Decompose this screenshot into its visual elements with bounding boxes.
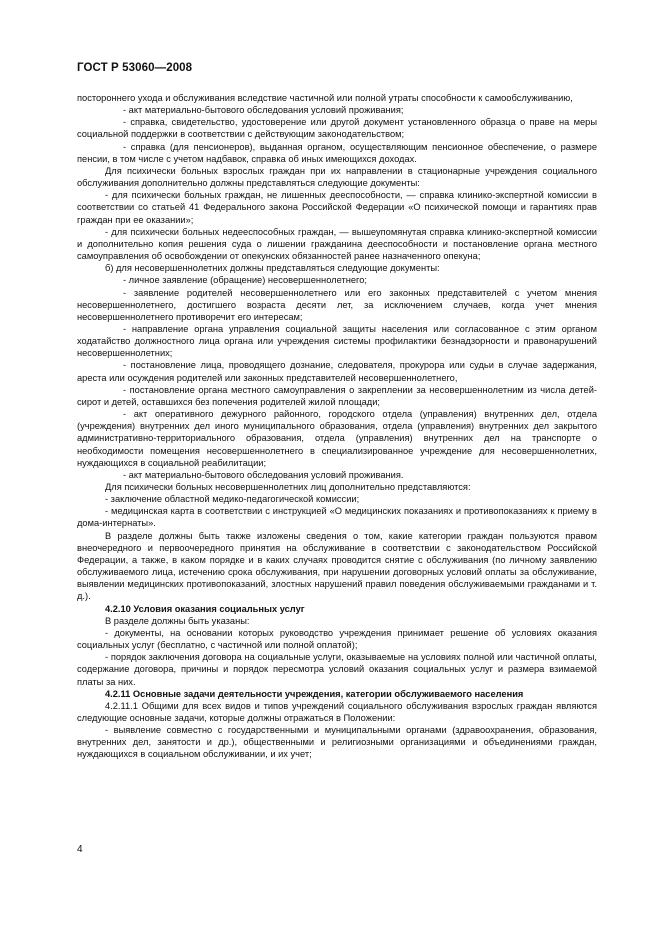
list-item: - личное заявление (обращение) несовершеннолетнего; [123, 275, 367, 286]
paragraph: Для психически больных взрослых граждан при их направлении в стационарные учреждения социального обслуживания дополнительно должны представляться следующие документы: [77, 165, 597, 189]
paragraph: постороннего ухода и обслуживания вследствие частичной или полной утраты способности к самообслуживанию, [77, 93, 573, 103]
section-heading: 4.2.10 Условия оказания социальных услуг [105, 603, 305, 614]
list-item: - акт материально-бытового обследования условий проживания. [123, 469, 404, 480]
list-item: - заключение областной медико-педагогической комиссии; [105, 494, 360, 505]
page-number: 4 [77, 844, 83, 855]
list-item: - документы, на основании которых руководство учреждения принимает решение об условиях оказания социальных услуг (бесплатно, с частичной или полной оплатой); [77, 627, 597, 651]
paragraph: В разделе должны быть также изложены сведения о том, какие категории граждан пользуются правом внеочередного и первоочередного принятия на обслуживание в соответствии с законодательством Российской Федерации, а также, в каком порядке и в каких случаях проводится снятие с обслуживания (по личному заявлению обслуживаемого лица, истечению срока обслуживания, при нарушении договорных условий оплаты за обслуживание, выявлении медицинских противопоказаний, злостных нарушений правил поведения обслуживаемыми гражданами и т. д.). [77, 530, 597, 602]
list-item: - справка (для пенсионеров), выданная органом, осуществляющим пенсионное обеспечение, о размере пенсии, в том числе с учетом надбавок, справка об иных имеющихся доходах. [77, 141, 597, 164]
list-item: - акт материально-бытового обследования условий проживания; [123, 105, 404, 116]
paragraph: б) для несовершеннолетних должны представляться следующие документы: [105, 263, 440, 274]
document-header: ГОСТ Р 53060—2008 [77, 62, 193, 74]
paragraph: Для психически больных несовершеннолетних лиц дополнительно представляются: [105, 482, 471, 492]
list-item: - порядок заключения договора на социальные услуги, оказываемые на условиях полной или частичной оплаты, содержание договора, причины и порядок пересмотра условий оказания социальных услуг и размера взимаемой платы за них. [77, 652, 597, 687]
section-heading: 4.2.11 Основные задачи деятельности учреждения, категории обслуживаемого населения [105, 688, 524, 699]
list-item: - справка, свидетельство, удостоверение или другой документ установленного образца о праве на меры социальной поддержки в соответствии с действующим законодательством; [77, 117, 597, 140]
list-item: - медицинская карта в соответствии с инструкцией «О медицинских показаниях и противопоказаниях к приему в дома-интернаты». [77, 506, 597, 529]
list-item: - постановление лица, проводящего дознание, следователя, прокурора или судьи в случае задержания, ареста или осуждения родителей или законных представителей несовершеннолетнего, [77, 360, 597, 383]
list-item: - для психически больных недееспособных граждан, — вышеупомянутая справка клинико-экспертной комиссии и дополнительно копия решения суда о лишении гражданина дееспособности и постановление органа местного самоуправления об освобождении от опекунских обязанностей ранее назначенного опекуна; [77, 226, 597, 262]
paragraph: В разделе должны быть указаны: [105, 615, 250, 626]
list-item: - выявление совместно с государственными и муниципальными органами (здравоохранения, образования, внутренних дел, занятости и др.), общественными и религиозными организациями и объединениями граждан, нуждающихся в социальном обслуживании, и их учет; [77, 725, 597, 760]
paragraph: 4.2.11.1 Общими для всех видов и типов учреждений социального обслуживания взрослых граждан являются следующие основные задачи, которые должны отражаться в Положении: [77, 700, 597, 723]
list-item: - заявление родителей несовершеннолетнего или его законных представителей с учетом мнения несовершеннолетнего, достигшего возраста десяти лет, за исключением случаев, когда учет мнения несовершеннолетнего противоречит его интересам; [77, 287, 597, 322]
list-item: - постановление органа местного самоуправления о закреплении за несовершеннолетним из числа детей-сирот и детей, оставшихся без попечения родителей жилой площади; [77, 384, 597, 407]
document-body [77, 92, 597, 761]
list-item: - для психически больных граждан, не лишенных дееспособности, — справка клинико-экспертной комиссии в соответствии со статьей 41 Федерального закона Российской Федерации «О психической помощи и гарантиях прав граждан при ее оказании»; [77, 190, 597, 225]
list-item: - акт оперативного дежурного районного, городского отдела (управления) внутренних дел, отдела (учреждения) внутренних дел иного муниципального образования, отдела (управления) внутренних дел закрытого административно-территориального образования, отдела (управления) внутренних дел на транспорте о необходимости помещения несовершеннолетнего в специализированное учреждение для несовершеннолетних, нуждающихся в социальной реабилитации; [77, 409, 597, 468]
list-item: - направление органа управления социальной защиты населения или согласованное с этим органом ходатайство должностного лица органа или учреждения системы профилактики безнадзорности и правонарушений несовершеннолетних; [77, 323, 597, 359]
